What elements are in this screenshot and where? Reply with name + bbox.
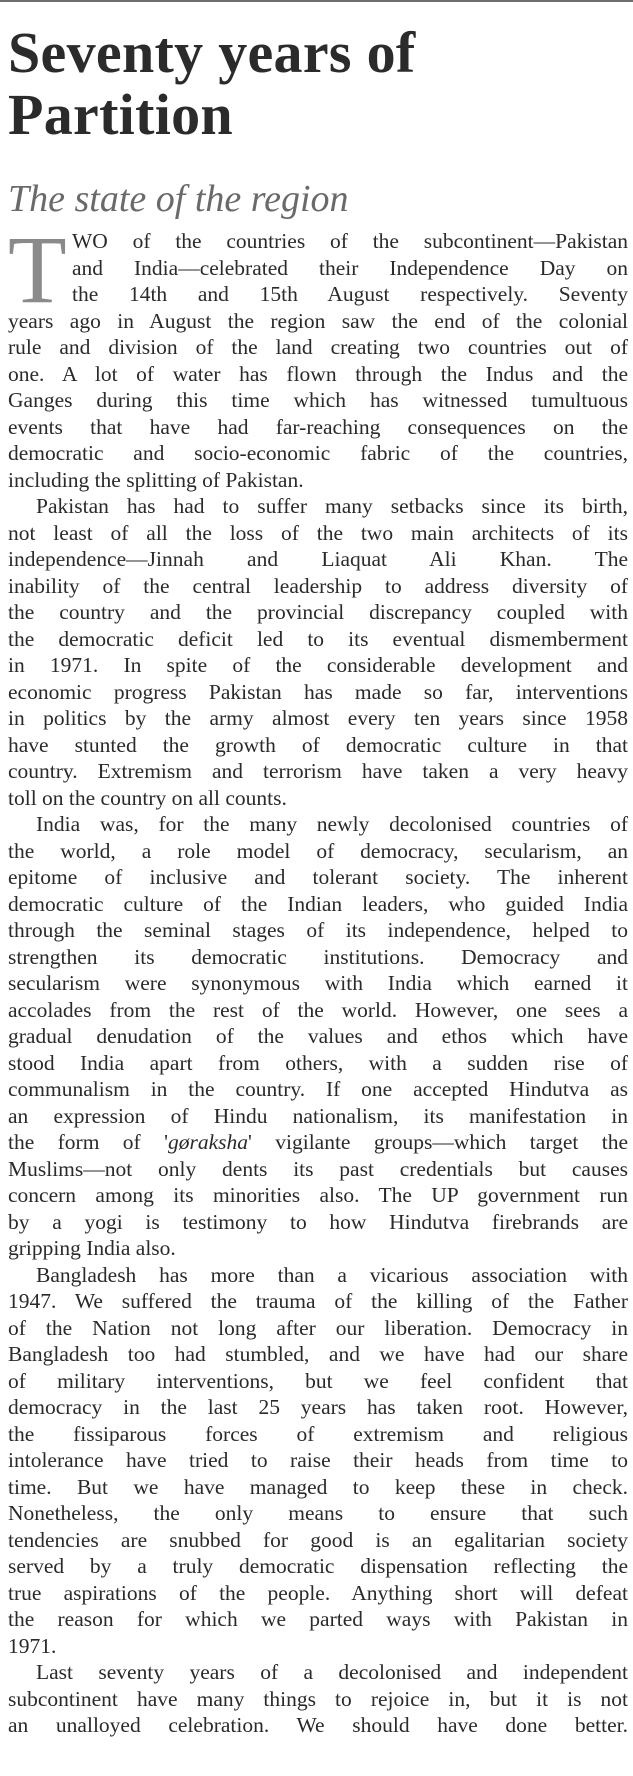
article-subhead: The state of the region (8, 178, 349, 220)
article-text-line: served by a truly democratic dispensation reflecting the (8, 1554, 628, 1578)
article-text-line: an expression of Hindu nationalism, its manifestation in (8, 1103, 628, 1128)
article-headline (8, 22, 623, 146)
article-text-line: epitome of inclusive and tolerant society. The inherent (8, 865, 628, 889)
article-text-line: true aspirations of the people. Anything short will defeat (8, 1580, 628, 1605)
article-text-line: Pakistan has had to suffer many setbacks since its birth, (36, 494, 628, 518)
article-text-line: the world, a role model of democracy, secularism, an (8, 838, 628, 863)
article-text-line: democratic culture of the Indian leaders, who guided India (8, 891, 628, 916)
article-text-line: Last seventy years of a decolonised and independent (36, 1660, 628, 1684)
article-text-line: democratic and socio-economic fabric of the countries, (8, 441, 628, 465)
article-text-line: rule and division of the land creating two countries out of (8, 335, 628, 359)
article-text-line: through the seminal stages of its independence, helped to (8, 918, 628, 942)
headline-line: Seventy years of (8, 20, 416, 85)
article-text-line: stood India apart from others, with a sudden rise of (8, 1050, 628, 1075)
article-text-line: Muslims—not only dents its past credentials but causes (8, 1156, 628, 1181)
article-text-line: secularism were synonymous with India which earned it (8, 971, 628, 995)
article-text-line: gradual denudation of the values and ethos which have (8, 1024, 628, 1048)
top-rule (0, 0, 633, 2)
article-text-line: one. A lot of water has flown through the Indus and the (8, 361, 628, 386)
article-text-line: time. But we have managed to keep these in check. (8, 1474, 628, 1499)
article-text-line: subcontinent have many things to rejoice in, but it is not (8, 1686, 628, 1711)
article-text-line: inability of the central leadership to address diversity of (8, 573, 628, 598)
article-text-line: Bangladesh has more than a vicarious association with (36, 1262, 628, 1287)
article-text-line: events that have had far-reaching consequences on the (8, 414, 628, 439)
headline-line: Partition (8, 82, 233, 147)
article-text-line: the 14th and 15th August respectively. Seventy (72, 282, 628, 306)
article-text-line: the reason for which we parted ways with Pakistan in (8, 1607, 628, 1631)
article-text-line: the form of 'gøraksha' vigilante groups—which target the (8, 1130, 628, 1154)
article-text-line: and India—celebrated their Independence Day on (72, 255, 628, 280)
article-text-line: including the splitting of Pakistan. (8, 467, 304, 492)
article-text-line: the democratic deficit led to its eventual dismemberment (8, 626, 628, 651)
article-text-line: tendencies are snubbed for good is an egalitarian society (8, 1527, 628, 1552)
article-text-line: of military interventions, but we feel confident that (8, 1368, 628, 1393)
article-text-line: of the Nation not long after our liberation. Democracy in (8, 1315, 628, 1340)
article-text-line: 1947. We suffered the trauma of the killing of the Father (8, 1289, 628, 1313)
article-text-line: have stunted the growth of democratic culture in that (8, 732, 628, 757)
article-text-line: in 1971. In spite of the considerable development and (8, 653, 628, 677)
article-text-line: economic progress Pakistan has made so far, interventions (8, 679, 628, 704)
article-text-line: concern among its minorities also. The UP government run (8, 1183, 628, 1207)
article-text-line: toll on the country on all counts. (8, 785, 287, 810)
article-text-line: by a yogi is testimony to how Hindutva firebrands are (8, 1209, 628, 1234)
article-text-line: accolades from the rest of the world. However, one sees a (8, 997, 628, 1022)
article-text-line: the fissiparous forces of extremism and religious (8, 1421, 628, 1446)
article-text-line: WO of the countries of the subcontinent—Pakistan (72, 229, 628, 253)
article-text-line: communalism in the country. If one accepted Hindutva as (8, 1077, 628, 1101)
article-text-line: the country and the provincial discrepancy coupled with (8, 600, 628, 624)
article-text-line: country. Extremism and terrorism have taken a very heavy (8, 759, 628, 783)
article-text-line: not least of all the loss of the two main architects of its (8, 520, 628, 545)
article-text-line: independence—Jinnah and Liaquat Ali Khan. The (8, 547, 628, 571)
article-text-line: Nonetheless, the only means to ensure that such (8, 1501, 628, 1525)
article-text-line: democracy in the last 25 years has taken root. However, (8, 1395, 628, 1419)
article-text-line: in politics by the army almost every ten years since 1958 (8, 706, 628, 730)
article-text-line: 1971. (8, 1633, 57, 1658)
article-body (8, 216, 628, 1739)
article-text-line: gripping India also. (8, 1236, 176, 1260)
article-text-line: years ago in August the region saw the end of the colonial (8, 308, 628, 333)
drop-cap: T (8, 216, 67, 323)
article-text-line: an unalloyed celebration. We should have done better. (8, 1713, 628, 1737)
article-text-line: India was, for the many newly decolonised countries of (36, 812, 628, 836)
article-text-line: strengthen its democratic institutions. Democracy and (8, 944, 628, 969)
article-text-line: Ganges during this time which has witnessed tumultuous (8, 388, 628, 412)
article-text-line: intolerance have tried to raise their heads from time to (8, 1448, 628, 1472)
article-text-line: Bangladesh too had stumbled, and we have had our share (8, 1342, 628, 1366)
